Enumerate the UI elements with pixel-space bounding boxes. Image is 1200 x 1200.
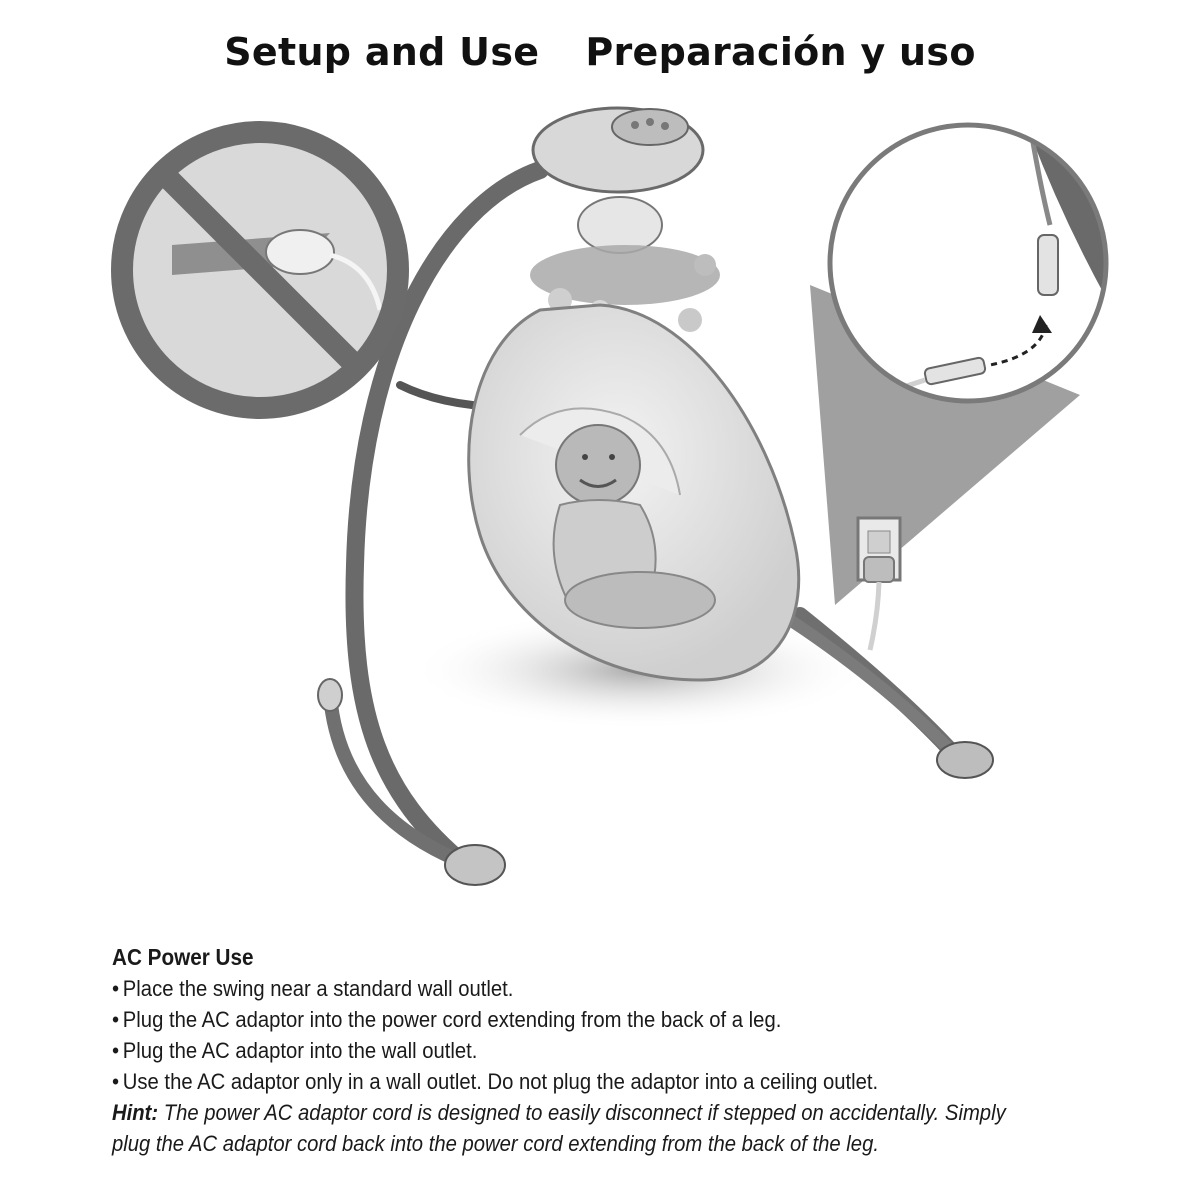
bullet-icon: • <box>112 1007 120 1032</box>
page-headings <box>0 30 1200 74</box>
hint-paragraph <box>112 1097 1012 1159</box>
swing-illustration <box>0 95 1200 940</box>
mobile-hub <box>578 197 662 253</box>
bullet-icon: • <box>112 1038 120 1063</box>
title-spanish: Preparación y uso <box>585 30 976 74</box>
front-foot <box>445 845 505 885</box>
adaptor-cord <box>870 582 879 650</box>
bullet-item: • Place the swing near a standard wall outlet. <box>112 973 1012 1004</box>
back-foot <box>937 742 993 778</box>
connector-detail-callout <box>830 120 1110 405</box>
bullet-item: • Plug the AC adaptor into the wall outlet. <box>112 1035 1012 1066</box>
title-english: Setup and Use <box>224 30 540 74</box>
bullet-item: • Plug the AC adaptor into the power cord extending from the back of a leg. <box>112 1004 1012 1035</box>
instructions <box>112 942 1012 1159</box>
bullet-icon: • <box>112 976 120 1001</box>
section-title: AC Power Use <box>112 944 254 970</box>
baby-head <box>556 425 640 505</box>
baby-legs <box>565 572 715 628</box>
no-ceiling-outlet-icon <box>122 132 398 408</box>
control-panel <box>612 109 688 145</box>
ac-adaptor <box>864 557 894 582</box>
side-foot <box>318 679 342 711</box>
bullet-item: • Use the AC adaptor only in a wall outlet. Do not plug the adaptor into a ceiling outlet. <box>112 1066 1012 1097</box>
bullet-icon: • <box>112 1069 120 1094</box>
hint-text: The power AC adaptor cord is designed to easily disconnect if stepped on accidentally. Simply plug the AC adaptor cord back into the power cord extending from the back of the leg. <box>112 1100 1006 1156</box>
hint-label: Hint: <box>112 1100 159 1125</box>
